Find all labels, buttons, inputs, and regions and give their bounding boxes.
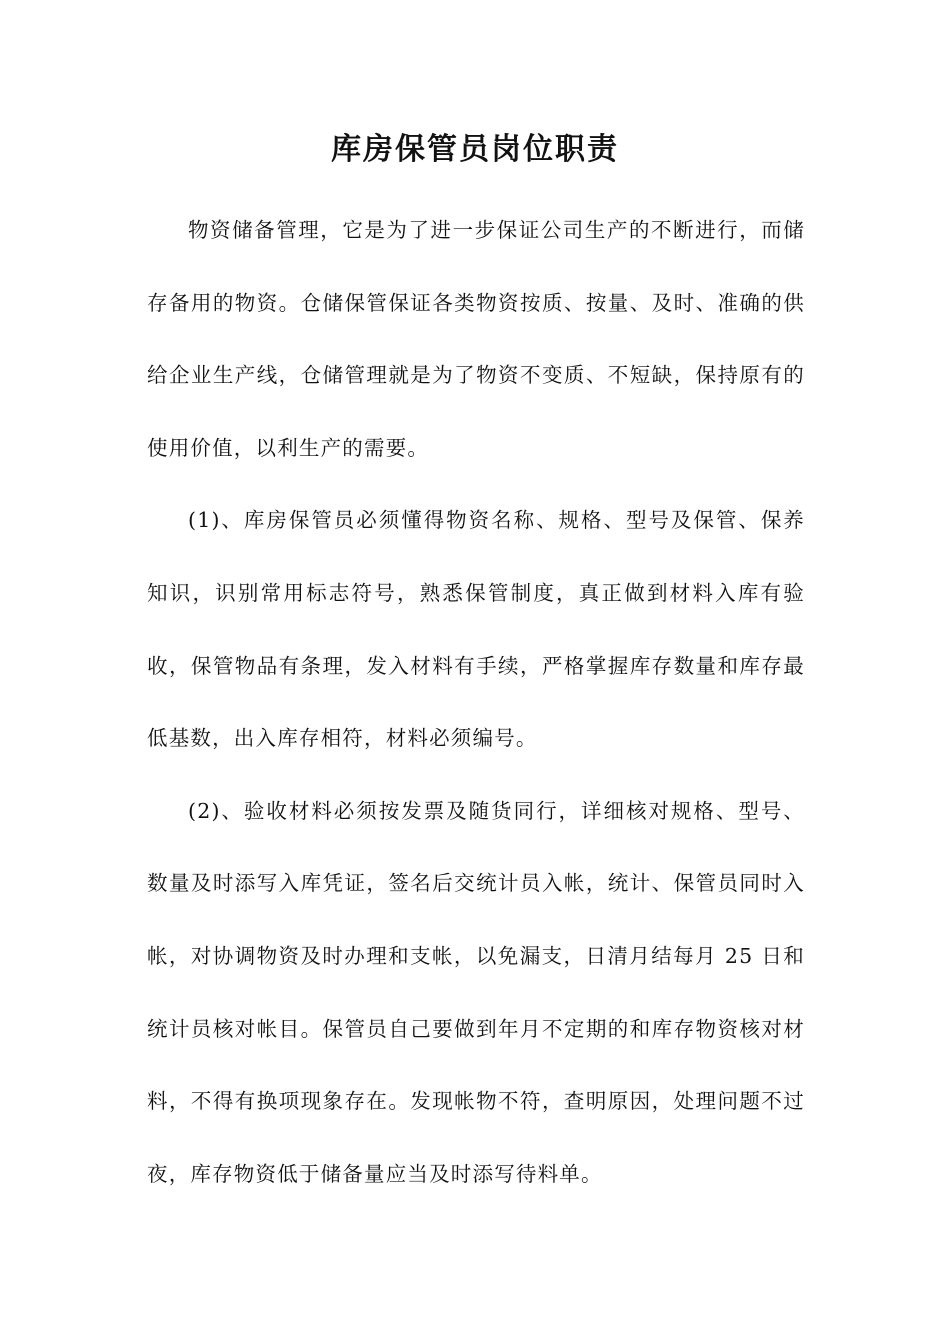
document-body: [147, 194, 805, 1210]
document-title: 库房保管员岗位职责: [331, 132, 619, 167]
paragraph-item-1: (1)、库房保管员必须懂得物资名称、规格、型号及保管、保养知识，识别常用标志符号，熟悉保管制度，真正做到材料入库有验收，保管物品有条理，发入材料有手续，严格掌握库存数量和库存最低基数，出入库存相符，材料必须编号。: [147, 508, 805, 751]
paragraph-item-2: (2)、验收材料必须按发票及随货同行，详细核对规格、型号、数量及时添写入库凭证，签名后交统计员入帐，统计、保管员同时入帐，对协调物资及时办理和支帐，以免漏支，日清月结每月 25 日和统计员核对帐目。保管员自己要做到年月不定期的和库存物资核对材料，不得有换项现象存在。发现帐物不符，查明原因，处理问题不过夜，库存物资低于储备量应当及时添写待料单。: [147, 798, 805, 1186]
paragraph-intro: 物资储备管理，它是为了进一步保证公司生产的不断进行，而储存备用的物资。仓储保管保证各类物资按质、按量、及时、准确的供给企业生产线，仓储管理就是为了物资不变质、不短缺，保持原有的使用价值，以利生产的需要。: [147, 218, 805, 460]
